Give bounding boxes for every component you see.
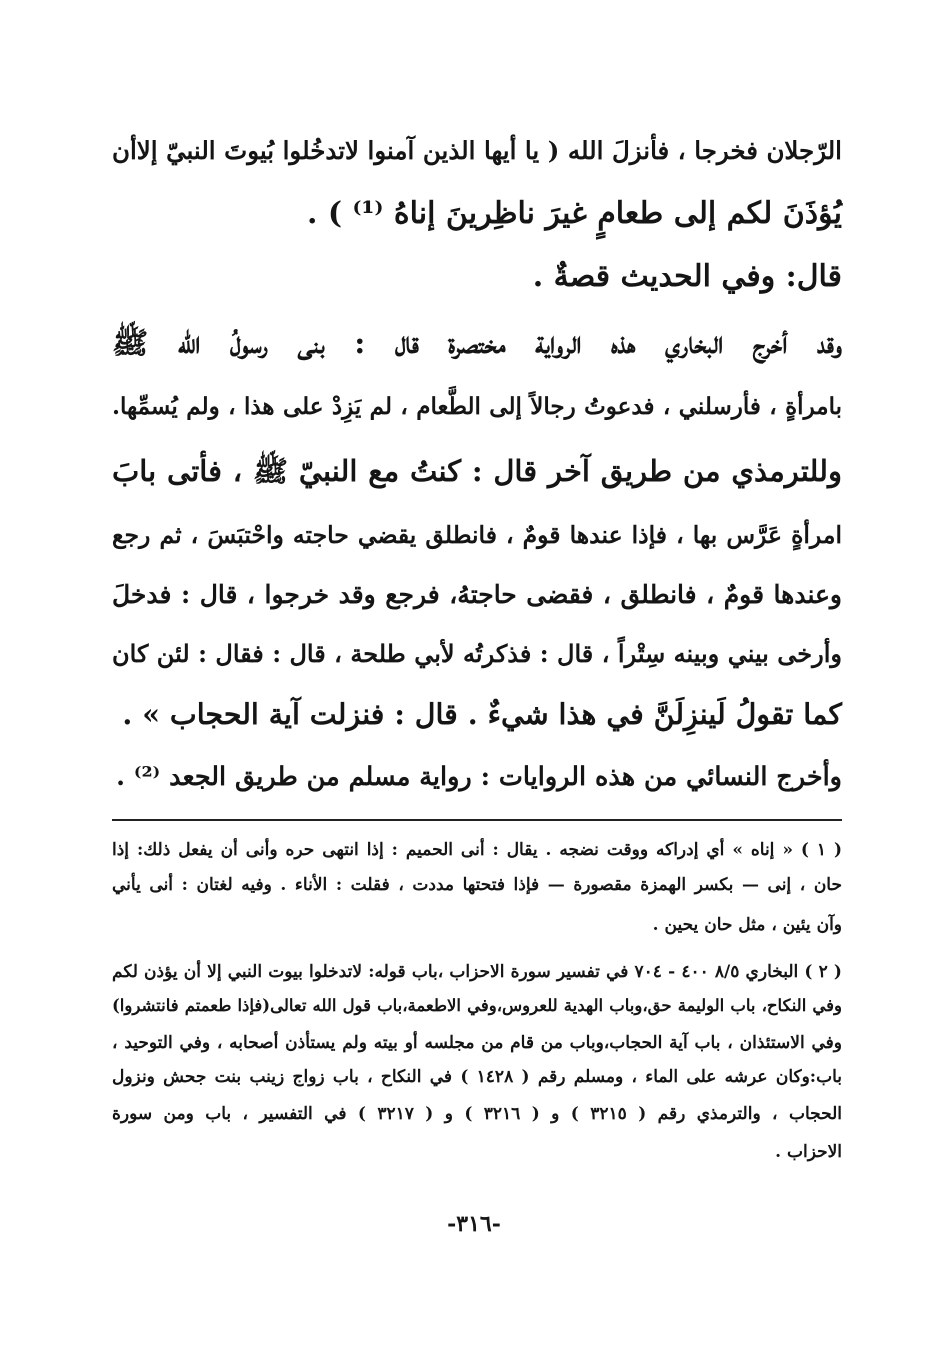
footnote-line-2: حان ، إنى — بكسر الهمزة مقصورة — فإذا فتحتها مددت ، فقلت : الأناء . وفيه لغتان : أنى يأني bbox=[112, 875, 842, 895]
footnote-line-5: وفي النكاح، باب الوليمة حق،وباب الهدية للعروس،وفي الاطعمة،باب قول الله تعالى(فإذا طعمتم فانتشروا) bbox=[112, 996, 842, 1015]
footnote-line-8: الحجاب ، والترمذي رقم ( ٣٢١٥ ) و ( ٣٢١٦ ) و ( ٣٢١٧ ) في التفسير ، باب ومن سورة bbox=[112, 1104, 842, 1124]
footnote-line-9: الاحزاب . bbox=[775, 1142, 842, 1162]
body-line-1: الرّجلان فخرجا ، فأنزلَ الله ( يا أيها الذين آمنوا لاتدخُلوا بُيوتَ النبيّ إلاأن bbox=[112, 136, 842, 165]
body-line-5: بامرأةٍ ، فأرسلني ، فدعوتُ رجالاً إلى الطَّعام ، لم يَزِدْ على هذا ، ولم يُسمِّها. bbox=[112, 393, 842, 420]
body-line-7: امرأةٍ عَرَّس بها ، فإذا عندها قومٌ ، فانطلق يقضي حاجته واحْتبَسَ ، ثم رجع bbox=[112, 521, 842, 549]
body-line-3: قال: وفي الحديث قصةٌ . bbox=[532, 259, 842, 294]
footnote-line-6: وفي الاستئذان ، باب آية الحجاب،وباب من قام من مجلسه أو بيته ولم يستأذن أصحابه ، وفي التوحيد ، bbox=[112, 1033, 842, 1053]
footnote-line-7: باب:وكان عرشه على الماء ، ومسلم رقم ( ١٤٢٨ ) في النكاح ، باب زواج زينب بنت جحش ونزول bbox=[112, 1067, 842, 1087]
footnote-line-3: وآن يئين ، مثل حان يحين . bbox=[652, 915, 842, 935]
body-line-2: يُؤذَنَ لكم إلى طعامٍ غيرَ ناظِرينَ إناهُ ⁽¹⁾ ) . bbox=[306, 196, 842, 231]
body-line-11: وأخرج النسائي من هذه الروايات : رواية مسلم من طريق الجعد ⁽²⁾ . bbox=[116, 762, 842, 792]
body-line-10: كما تقولُ لَينزِلَنَّ في هذا شيءٌ . قال : فنزلت آية الحجاب » . bbox=[122, 697, 842, 731]
body-line-8: وعندها قومٌ ، فانطلق ، فقضى حاجتهُ، فرجع وقد خرجوا ، قال : فدخلَ bbox=[112, 580, 842, 609]
body-line-6: وللترمذي من طريق آخر قال : كنتُ مع النبيّ ﷺ ، فأتى بابَ bbox=[112, 454, 842, 488]
page-number: -٣١٦- bbox=[447, 1211, 501, 1237]
body-line-9: وأرخى بيني وبينه سِتْراً ، قال : فذكرتُه لأبي طلحة ، قال : فقال : لئن كان bbox=[112, 639, 842, 668]
footnote-line-4: ( ٢ ) البخاري ٨/٥ ٤٠٠ - ٧٠٤ في تفسير سورة الاحزاب ،باب قوله: لاتدخلوا بيوت النبي إلا أن يؤذن لكم bbox=[112, 962, 842, 982]
footnote-line-1: ( ١ ) « إناه » أي إدراكه ووقت نضجه . يقال : أنى الحميم : إذا انتهى حره وأنى أن يفعل ذلك: إذا bbox=[112, 840, 842, 860]
body-line-4: وقد أخرج البخاري هذه الرواية مختصرة قال : بنى رسولُ الله ﷺ bbox=[112, 326, 842, 361]
footnote-separator bbox=[112, 819, 842, 821]
